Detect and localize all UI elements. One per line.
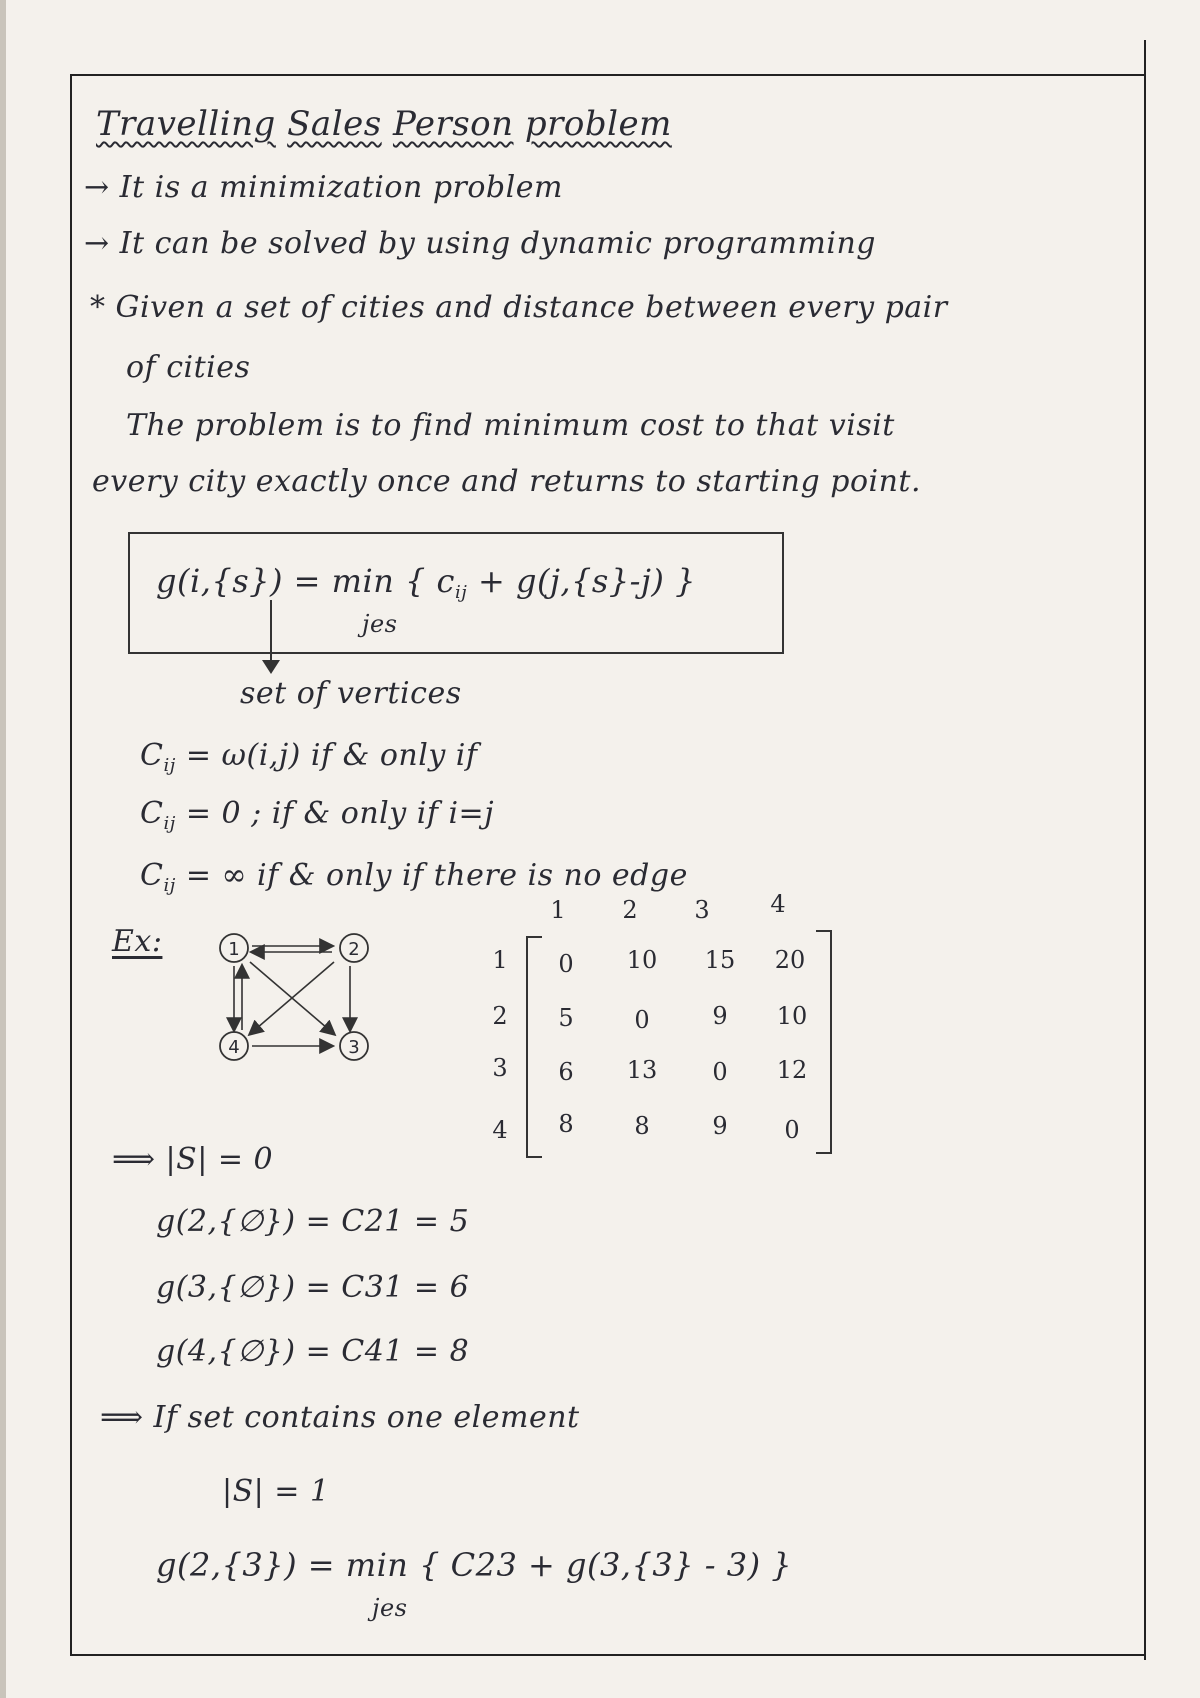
matrix-col-header: 1 bbox=[550, 896, 566, 924]
page-border-right bbox=[1144, 40, 1146, 1660]
matrix-cell: 9 bbox=[712, 1112, 728, 1140]
matrix-cell: 15 bbox=[704, 946, 736, 974]
arrow-head bbox=[262, 660, 280, 674]
graph-node-label-2: 2 bbox=[348, 939, 360, 960]
matrix-row-header: 2 bbox=[492, 1002, 508, 1030]
matrix-cell: 0 bbox=[712, 1058, 728, 1086]
graph-node-label-3: 3 bbox=[348, 1037, 360, 1058]
graph-node-label-1: 1 bbox=[228, 939, 240, 960]
matrix-cell: 10 bbox=[776, 1002, 808, 1030]
bullet-minimization: → It is a minimization problem bbox=[84, 170, 563, 205]
arrow-to-set-label bbox=[270, 600, 272, 668]
graph-node-label-4: 4 bbox=[228, 1037, 240, 1058]
case0-line: g(3,{∅}) = C31 = 6 bbox=[156, 1270, 470, 1305]
problem-statement-line1: The problem is to find minimum cost to that visit bbox=[126, 408, 895, 443]
page-title: Travelling Sales Person problem bbox=[96, 104, 672, 144]
matrix-cell: 9 bbox=[712, 1002, 728, 1030]
matrix-row-header: 3 bbox=[492, 1054, 508, 1082]
page-border-top bbox=[70, 74, 1144, 76]
example-label: Ex: bbox=[112, 924, 163, 959]
page-border-left bbox=[70, 74, 72, 1654]
matrix-col-header: 3 bbox=[694, 896, 710, 924]
case1-size: |S| = 1 bbox=[222, 1474, 330, 1509]
matrix-cell: 0 bbox=[558, 950, 574, 978]
matrix-cell: 6 bbox=[558, 1058, 574, 1086]
matrix-cell: 5 bbox=[558, 1004, 574, 1032]
case0-line: g(2,{∅}) = C21 = 5 bbox=[156, 1204, 470, 1239]
graph-diagram bbox=[210, 918, 380, 1068]
problem-statement-line2: every city exactly once and returns to starting point. bbox=[92, 464, 922, 499]
case0-heading: ⟹ |S| = 0 bbox=[112, 1142, 274, 1177]
condition-weight: $C_{ij} = \omega(i,j)$ if & only if bbox=[140, 738, 478, 776]
matrix-cell: 0 bbox=[634, 1006, 650, 1034]
recurrence-formula-subscript: jes bbox=[362, 610, 398, 638]
scan-edge bbox=[0, 0, 6, 1698]
case0-line: g(4,{∅}) = C41 = 8 bbox=[156, 1334, 470, 1369]
recurrence-formula: g(i,{s}) = min { $c_{ij} + g(j,\{s\}-j)$ } bbox=[156, 562, 696, 603]
set-of-vertices-label: set of vertices bbox=[240, 676, 462, 711]
bullet-given-cities: * Given a set of cities and distance between every pair bbox=[90, 290, 948, 325]
case1-heading: ⟹ If set contains one element bbox=[100, 1400, 580, 1435]
condition-infinity: $C_{ij}$ = ∞ if & only if there is no edge bbox=[140, 858, 688, 896]
page-border-bottom bbox=[70, 1654, 1146, 1656]
matrix-col-header: 2 bbox=[622, 896, 638, 924]
matrix-cell: 8 bbox=[558, 1110, 574, 1138]
case1-formula: g(2,{3}) = min { C23 + g(3,{3} - 3) } bbox=[156, 1546, 793, 1584]
condition-zero: $C_{ij} = 0$ ; if & only if i=j bbox=[140, 796, 494, 834]
matrix-cell: 13 bbox=[626, 1056, 658, 1084]
bullet-dynamic-programming: → It can be solved by using dynamic programming bbox=[84, 226, 877, 261]
matrix-cell: 0 bbox=[784, 1116, 800, 1144]
matrix-cell: 10 bbox=[626, 946, 658, 974]
case1-formula-subscript: jes bbox=[372, 1594, 408, 1622]
matrix-cell: 12 bbox=[776, 1056, 808, 1084]
bullet-of-cities: of cities bbox=[126, 350, 251, 385]
matrix-row-header: 1 bbox=[492, 946, 508, 974]
matrix-cell: 20 bbox=[774, 946, 806, 974]
matrix-cell: 8 bbox=[634, 1112, 650, 1140]
matrix-row-header: 4 bbox=[492, 1116, 508, 1144]
matrix-col-header: 4 bbox=[770, 890, 786, 918]
